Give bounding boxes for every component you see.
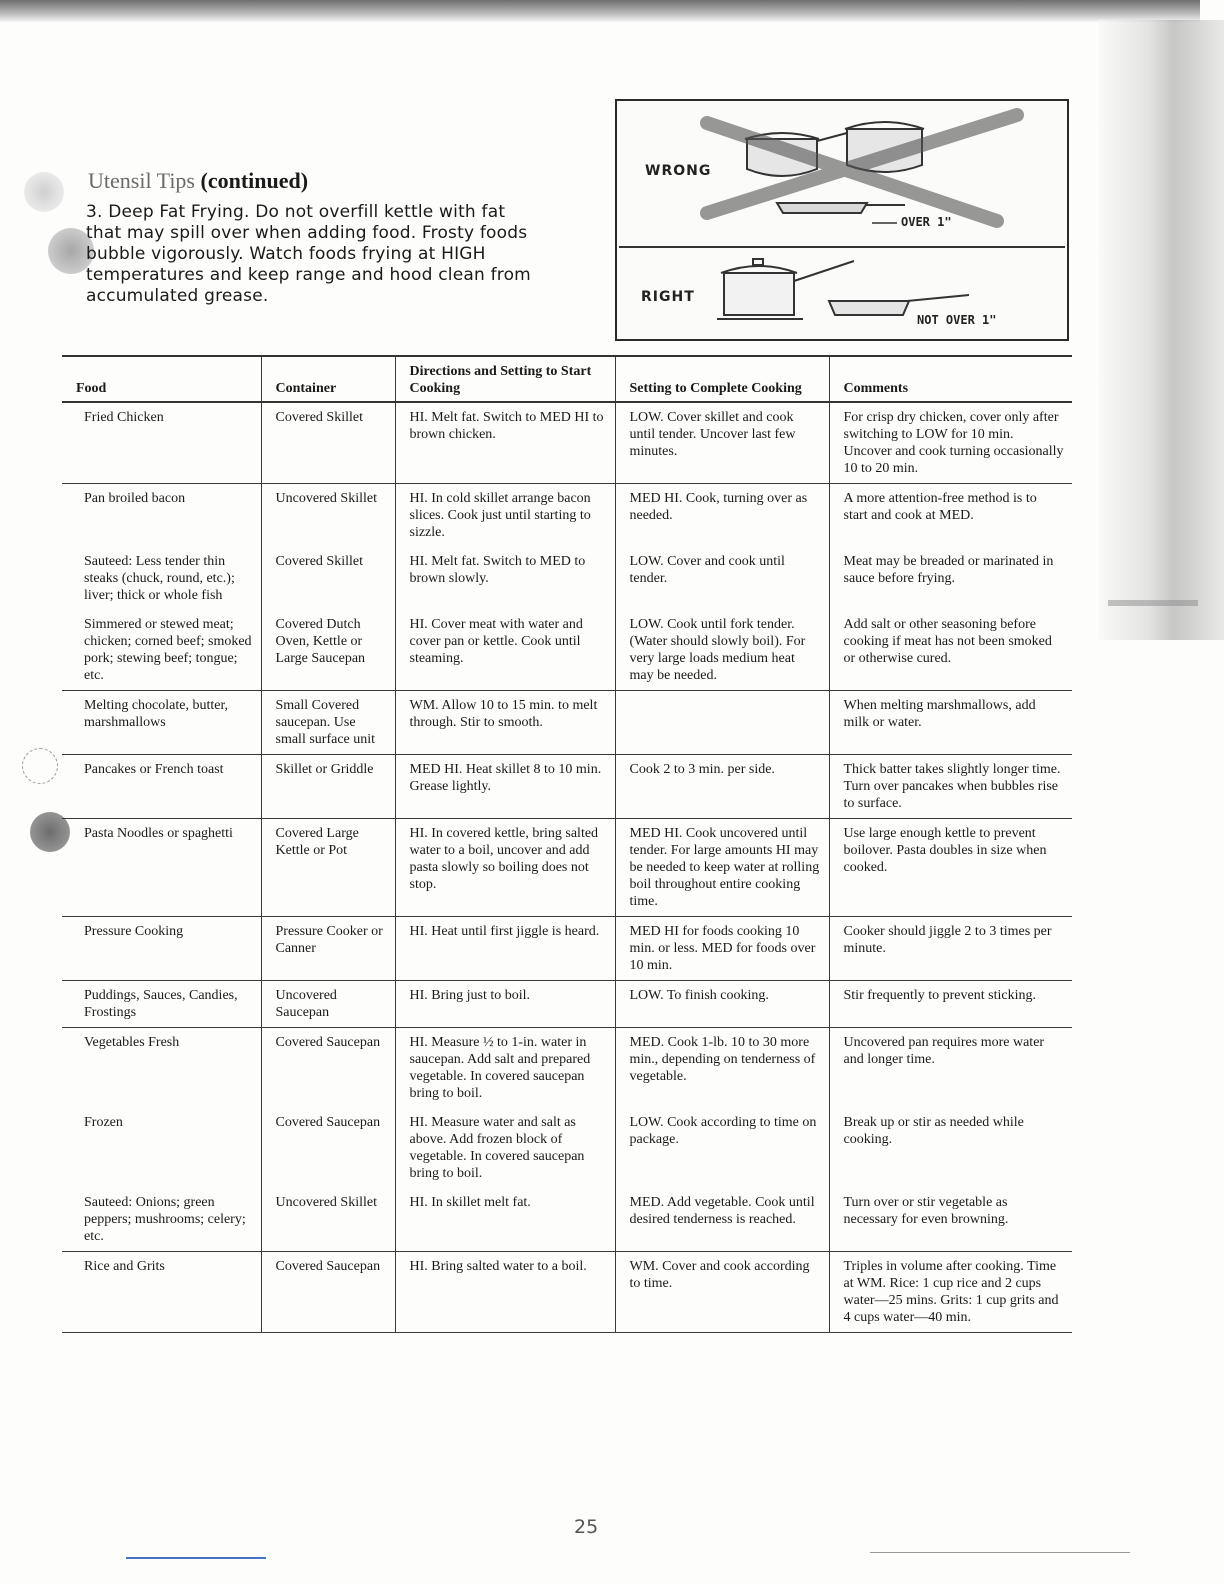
not-over-label: NOT OVER 1" [917,313,997,327]
start-setting-cell: MED HI. Heat skillet 8 to 10 min. Grease lightly. [395,755,615,819]
page-number: 25 [574,1516,599,1538]
container-cell: Covered Skillet [261,547,395,610]
food-cell: Pan broiled bacon [84,491,186,506]
table-row [62,917,1072,981]
table-row [62,610,1072,691]
comments-cell: Add salt or other seasoning before cooking if meat has not been smoked or otherwise cured. [829,610,1072,691]
comments-cell: Turn over or stir vegetable as necessary for even browning. [829,1188,1072,1252]
table-header-row [62,356,1072,402]
heading-prefix: Utensil Tips [88,168,195,193]
complete-setting-cell: MED HI for foods cooking 10 min. or less. MED for foods over 10 min. [615,917,829,981]
container-cell: Covered Saucepan [261,1252,395,1333]
complete-setting-cell: LOW. Cover and cook until tender. [615,547,829,610]
food-cell: Pancakes or French toast [84,762,224,777]
scan-mark [1108,600,1198,606]
comments-cell: Cooker should jiggle 2 to 3 times per minute. [829,917,1072,981]
scan-edge-right [1098,20,1224,640]
table-row [62,691,1072,755]
start-setting-cell: HI. Melt fat. Switch to MED to brown slowly. [395,547,615,610]
table-row [62,1188,1072,1252]
table-row [62,1252,1072,1333]
container-cell: Pressure Cooker or Canner [261,917,395,981]
comments-cell: For crisp dry chicken, cover only after switching to LOW for 10 min. Uncover and cook turning occasionally 10 to 20 min. [829,402,1072,484]
complete-setting-cell: LOW. Cover skillet and cook until tender. Uncover last few minutes. [615,402,829,484]
food-cell: Sauteed: Less tender thin steaks (chuck, round, etc.); liver; thick or whole fish [84,554,235,603]
complete-setting-cell: LOW. Cook according to time on package. [615,1108,829,1188]
complete-setting-cell: MED. Add vegetable. Cook until desired tenderness is reached. [615,1188,829,1252]
comments-cell: Thick batter takes slightly longer time. Turn over pancakes when bubbles rise to surface. [829,755,1072,819]
container-cell: Small Covered saucepan. Use small surface unit [261,691,395,755]
column-header: Setting to Complete Cooking [615,356,829,402]
column-header: Directions and Setting to Start Cooking [395,356,615,402]
container-cell: Uncovered Saucepan [261,981,395,1028]
container-cell: Skillet or Griddle [261,755,395,819]
start-setting-cell: HI. In cold skillet arrange bacon slices. Cook just until starting to sizzle. [395,484,615,548]
food-cell: Melting chocolate, butter, marshmallows [84,698,229,730]
start-setting-cell: HI. Bring just to boil. [395,981,615,1028]
complete-setting-cell: MED HI. Cook uncovered until tender. For large amounts HI may be needed to keep water at rolling boil throughout entire cooking time. [615,819,829,917]
binder-hole [22,748,58,784]
table-row [62,1028,1072,1109]
food-cell: Fried Chicken [84,410,164,425]
food-cell: Puddings, Sauces, Candies, Frostings [84,988,238,1020]
start-setting-cell: HI. Bring salted water to a boil. [395,1252,615,1333]
table-row [62,484,1072,548]
start-setting-cell: HI. Heat until first jiggle is heard. [395,917,615,981]
comments-cell: Stir frequently to prevent sticking. [829,981,1072,1028]
food-cell: Vegetables Fresh [84,1035,180,1050]
food-cell: Simmered or stewed meat; chicken; corned beef; smoked pork; stewing beef; tongue; etc. [84,617,252,683]
table-row [62,981,1072,1028]
food-cell: Pasta Noodles or spaghetti [84,826,233,841]
start-setting-cell: HI. Measure water and salt as above. Add frozen block of vegetable. In covered saucepan bring to boil. [395,1108,615,1188]
complete-setting-cell: LOW. To finish cooking. [615,981,829,1028]
table-row [62,547,1072,610]
start-setting-cell: HI. Measure ½ to 1-in. water in saucepan. Add salt and prepared vegetable. In covered saucepan bring to boil. [395,1028,615,1109]
complete-setting-cell: MED. Cook 1-lb. 10 to 30 more min., depending on tenderness of vegetable. [615,1028,829,1109]
heading-suffix: (continued) [200,168,309,193]
food-cell: Frozen [84,1115,123,1130]
column-header: Food [76,381,107,396]
table-row [62,1108,1072,1188]
right-pans-illustration [717,259,969,319]
complete-setting-cell: LOW. Cook until fork tender. (Water should slowly boil). For very large loads medium heat may be needed. [615,610,829,691]
comments-cell: Use large enough kettle to prevent boilover. Pasta doubles in size when cooked. [829,819,1072,917]
complete-setting-cell: Cook 2 to 3 min. per side. [615,755,829,819]
start-setting-cell: HI. Cover meat with water and cover pan or kettle. Cook until steaming. [395,610,615,691]
complete-setting-cell: WM. Cover and cook according to time. [615,1252,829,1333]
container-cell: Uncovered Skillet [261,484,395,548]
over-label: OVER 1" [901,215,952,229]
food-cell: Rice and Grits [84,1259,165,1274]
container-cell: Covered Saucepan [261,1108,395,1188]
comments-cell: When melting marshmallows, add milk or water. [829,691,1072,755]
pan-placement-figure [615,99,1069,341]
scan-mark [870,1552,1130,1553]
section-heading [88,168,308,194]
comments-cell: Meat may be breaded or marinated in sauce before frying. [829,547,1072,610]
comments-cell: A more attention-free method is to start and cook at MED. [829,484,1072,548]
binder-hole [24,172,64,212]
start-setting-cell: HI. Melt fat. Switch to MED HI to brown chicken. [395,402,615,484]
comments-cell: Triples in volume after cooking. Time at WM. Rice: 1 cup rice and 2 cups water—25 mins. Grits: 1 cup grits and 4 cups water—40 min. [829,1252,1072,1333]
deep-fat-frying-tip: 3. Deep Fat Frying. Do not overfill kettle with fat that may spill over when adding food. Frosty foods bubble vigorously. Watch foods frying at HIGH temperatures and keep range and hood clean from accumulated grease. [86,202,531,306]
start-setting-cell: HI. In covered kettle, bring salted water to a boil, uncover and add pasta slowly so boiling does not stop. [395,819,615,917]
container-cell: Covered Skillet [261,402,395,484]
container-cell: Covered Large Kettle or Pot [261,819,395,917]
complete-setting-cell [615,691,829,755]
table-row [62,819,1072,917]
food-cell: Sauteed: Onions; green peppers; mushrooms; celery; etc. [84,1195,246,1244]
cooking-guide-table [62,355,1072,1333]
table-row [62,755,1072,819]
scan-edge-top [0,0,1200,22]
start-setting-cell: HI. In skillet melt fat. [395,1188,615,1252]
scan-mark [126,1557,266,1559]
complete-setting-cell: MED HI. Cook, turning over as needed. [615,484,829,548]
food-cell: Pressure Cooking [84,924,184,939]
right-label: RIGHT [641,289,695,305]
container-cell: Covered Dutch Oven, Kettle or Large Saucepan [261,610,395,691]
container-cell: Uncovered Skillet [261,1188,395,1252]
column-header: Container [261,356,395,402]
container-cell: Covered Saucepan [261,1028,395,1109]
column-header: Comments [829,356,1072,402]
wrong-label: WRONG [645,163,712,179]
comments-cell: Break up or stir as needed while cooking. [829,1108,1072,1188]
comments-cell: Uncovered pan requires more water and longer time. [829,1028,1072,1109]
table-row [62,402,1072,484]
start-setting-cell: WM. Allow 10 to 15 min. to melt through. Stir to smooth. [395,691,615,755]
